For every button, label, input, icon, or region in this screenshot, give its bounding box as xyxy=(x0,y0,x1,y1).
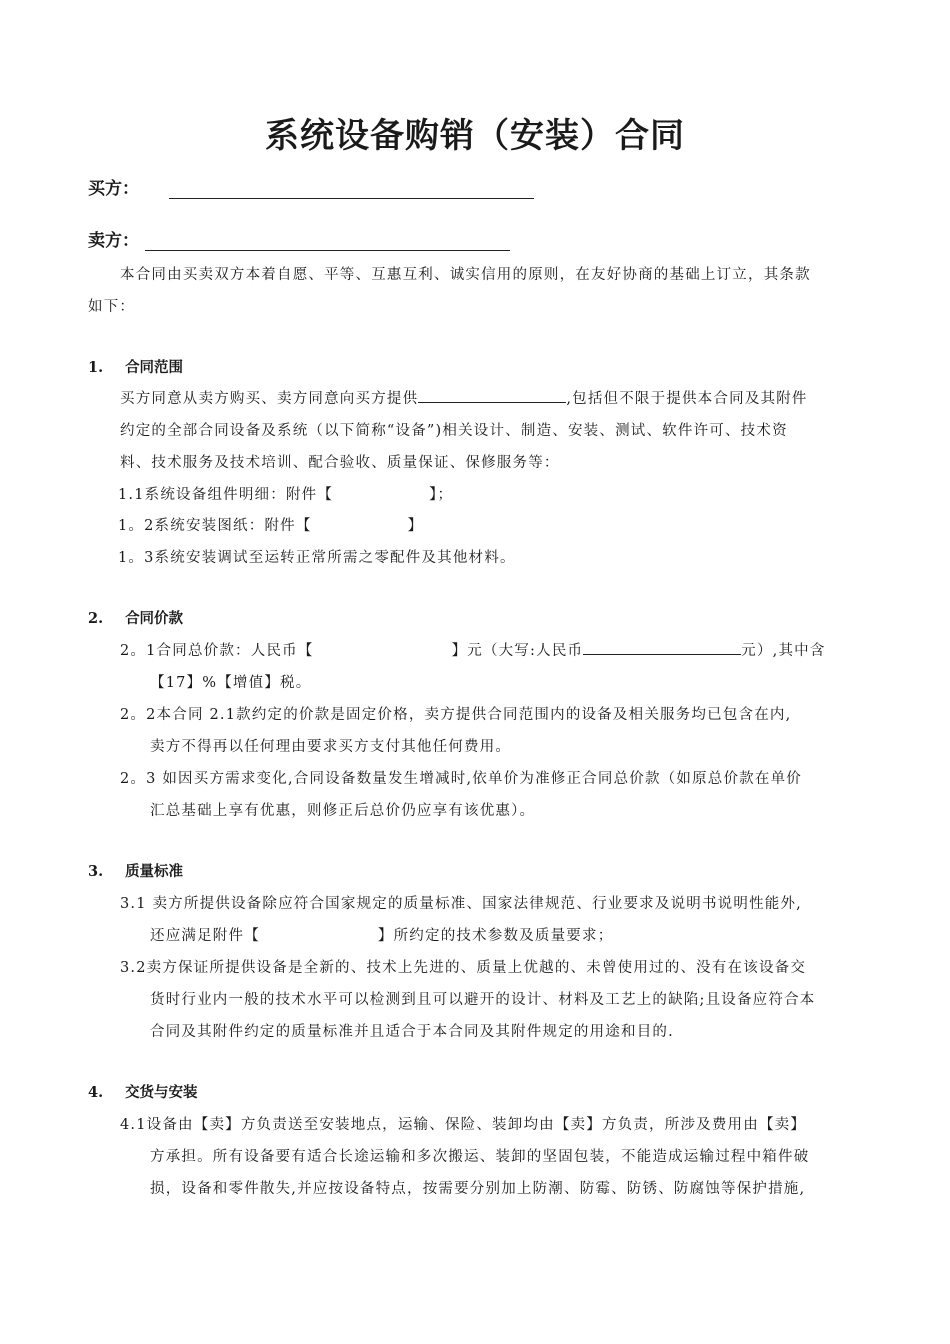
clause-4-1-line-1: 4.1设备由【卖】方负责送至安装地点，运输、保险、装卸均由【卖】方负责，所涉及费用由【卖】 xyxy=(120,1117,807,1133)
clause-2-2-line-1: 2。2本合同 2.1款约定的价款是固定价格，卖方提供合同范围内的设备及相关服务均已包含在内, xyxy=(120,707,792,723)
intro-line-1: 本合同由买卖双方本着自愿、平等、互惠互利、诚实信用的原则，在友好协商的基础上订立，其条款 xyxy=(120,267,811,283)
clause-2-2-line-2: 卖方不得再以任何理由要求买方支付其他任何费用。 xyxy=(150,739,512,755)
section-title: 合同范围 xyxy=(125,359,184,376)
clause-2-1-line-1 xyxy=(120,639,826,660)
buyer-row xyxy=(88,174,534,199)
text-segment: 还应满足附件【 xyxy=(150,928,260,944)
section-1-heading xyxy=(88,356,183,377)
section-1-para-line-3: 料、技术服务及技术培训、配合验收、质量保证、保修服务等： xyxy=(120,455,560,471)
amount-words-blank[interactable] xyxy=(583,640,741,655)
text-segment: 1。2系统安装图纸：附件【 xyxy=(118,518,312,534)
clause-3-2-line-3: 合同及其附件约定的质量标准并且适合于本合同及其附件规定的用途和目的. xyxy=(150,1024,674,1040)
seller-row xyxy=(88,226,510,251)
clause-3-1-line-2 xyxy=(150,924,613,945)
buyer-label: 买方： xyxy=(88,179,139,199)
text-segment: 2。1合同总价款：人民币【 xyxy=(120,643,314,659)
section-title: 交货与安装 xyxy=(125,1084,198,1101)
seller-label: 卖方： xyxy=(88,231,139,251)
clause-4-1-line-3: 损，设备和零件散失,并应按设备特点，按需要分别加上防潮、防霉、防锈、防腐蚀等保护措施, xyxy=(150,1181,806,1197)
clause-2-1-line-2: 【17】%【增值】税。 xyxy=(150,675,312,691)
section-title: 合同价款 xyxy=(125,610,184,627)
text-segment: 】元（大写:人民币 xyxy=(451,643,584,659)
clause-2-3-line-2: 汇总基础上享有优惠，则修正后总价仍应享有该优惠）。 xyxy=(150,803,536,819)
seller-blank-line[interactable] xyxy=(145,230,510,251)
clause-2-3-line-1: 2。3 如因买方需求变化,合同设备数量发生增减时,依单价为准修正合同总价款（如原总价款在单价 xyxy=(120,771,802,787)
text-segment: 1.1系统设备组件明细：附件【 xyxy=(118,487,334,503)
document-title: 系统设备购销（安装）合同 xyxy=(265,116,685,156)
text-segment: 买方同意从卖方购买、卖方同意向买方提供 xyxy=(120,391,419,407)
section-1-para-line-2: 约定的全部合同设备及系统（以下简称“设备”)相关设计、制造、安装、测试、软件许可、技术资 xyxy=(120,423,788,439)
section-1-para-line-1 xyxy=(120,387,808,408)
section-2-heading xyxy=(88,607,183,628)
text-segment: 】所约定的技术参数及质量要求； xyxy=(377,928,614,944)
text-segment: 】 xyxy=(407,518,424,534)
text-segment: 元）,其中含 xyxy=(741,643,826,659)
clause-1-2 xyxy=(118,514,423,535)
section-3-heading xyxy=(88,860,183,881)
section-number: 3. xyxy=(88,863,104,880)
clause-1-1 xyxy=(118,483,453,504)
clause-1-3: 1。3系统安装调试至运转正常所需之零配件及其他材料。 xyxy=(118,550,516,566)
clause-3-1-line-1: 3.1 卖方所提供设备除应符合国家规定的质量标准、国家法律规范、行业要求及说明书说明性能外, xyxy=(120,896,802,912)
section-title: 质量标准 xyxy=(125,863,184,880)
intro-line-2: 如下： xyxy=(88,299,136,315)
clause-4-1-line-2: 方承担。所有设备要有适合长途运输和多次搬运、装卸的坚固包装，不能造成运输过程中箱件破 xyxy=(150,1149,810,1165)
section-number: 2. xyxy=(88,610,104,627)
text-segment: 】； xyxy=(429,487,454,503)
section-number: 4. xyxy=(88,1084,104,1101)
section-4-heading xyxy=(88,1081,198,1102)
buyer-blank-line[interactable] xyxy=(169,178,534,199)
clause-3-2-line-2: 货时行业内一般的技术水平可以检测到且可以避开的设计、材料及工艺上的缺陷;且设备应符合本 xyxy=(150,992,816,1008)
text-segment: ,包括但不限于提供本合同及其附件 xyxy=(566,391,808,407)
product-blank[interactable] xyxy=(418,388,566,403)
clause-3-2-line-1: 3.2卖方保证所提供设备是全新的、技术上先进的、质量上优越的、未曾使用过的、没有在该设备交 xyxy=(120,960,807,976)
section-number: 1. xyxy=(88,359,104,376)
